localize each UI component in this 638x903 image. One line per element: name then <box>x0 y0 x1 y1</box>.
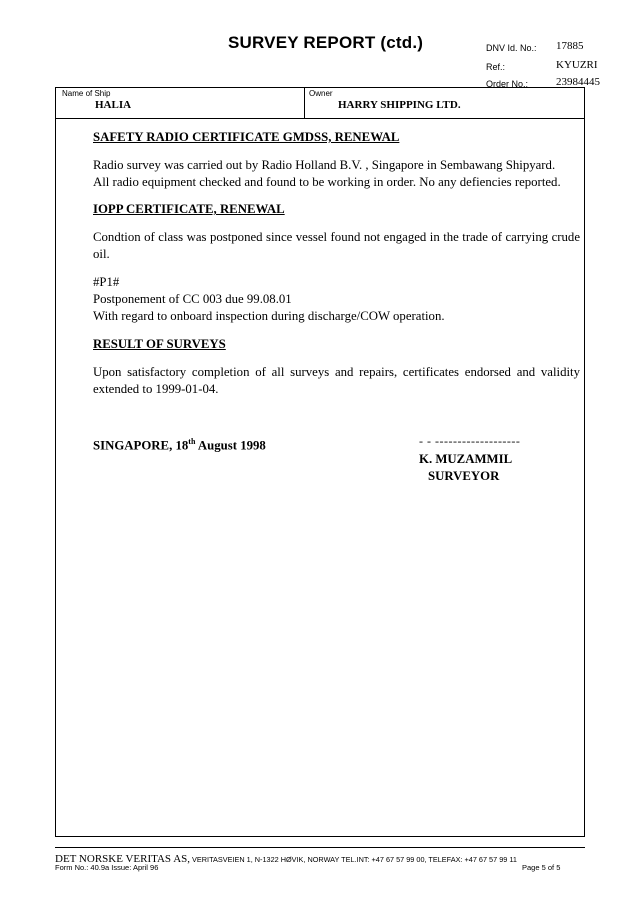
section-heading-result: RESULT OF SURVEYS <box>93 337 226 351</box>
footer-divider <box>55 847 585 848</box>
ship-info-row <box>56 88 584 119</box>
radio-line-1: Radio survey was carried out by Radio Holland B.V. , Singapore in Sembawang Shipyard. <box>93 158 556 172</box>
report-body <box>93 129 580 398</box>
section-heading-iopp: IOPP CERTIFICATE, RENEWAL <box>93 202 285 216</box>
iopp-line-inspection: With regard to onboard inspection during discharge/COW operation. <box>93 309 445 323</box>
result-paragraph: Upon satisfactory completion of all surveys and repairs, certificates endorsed and validity extended to 1999-01-04. <box>93 365 580 396</box>
form-number: Form No.: 40.9a Issue: April 96 <box>55 863 159 872</box>
company-address: VERITASVEIEN 1, N-1322 HØVIK, NORWAY TEL.INT: +47 67 57 99 00, TELEFAX: +47 67 57 99 11 <box>190 855 517 864</box>
dnv-id-value: 17885 <box>556 40 584 52</box>
order-no-value: 23984445 <box>556 76 600 88</box>
section-heading-radio: SAFETY RADIO CERTIFICATE GMDSS, RENEWAL <box>93 130 400 144</box>
surveyor-name: K. MUZAMMIL <box>419 452 513 466</box>
signature-line: - - ------------------- <box>419 434 521 448</box>
dnv-id-label: DNV Id. No.: <box>486 43 537 53</box>
surveyor-role: SURVEYOR <box>428 469 500 483</box>
order-no-label: Order No.: <box>486 79 529 89</box>
place-date-prefix: SINGAPORE, 18 <box>93 438 189 453</box>
iopp-line-postponement: Postponement of CC 003 due 99.08.01 <box>93 292 292 306</box>
place-date-suffix: August 1998 <box>195 438 266 453</box>
owner-label: Owner <box>309 89 333 98</box>
column-divider <box>304 88 305 118</box>
iopp-paragraph: Condtion of class was postponed since vessel found not engaged in the trade of carrying crude oil. <box>93 230 580 261</box>
iopp-line-p1: #P1# <box>93 275 120 289</box>
ref-label: Ref.: <box>486 62 506 72</box>
company-name: DET NORSKE VERITAS AS, <box>55 853 191 865</box>
radio-line-2: All radio equipment checked and found to be working in order. No any defiencies reported. <box>93 175 561 189</box>
place-date <box>93 437 266 453</box>
ship-name-label: Name of Ship <box>62 89 111 98</box>
page-number: Page 5 of 5 <box>522 863 561 872</box>
owner-value: HARRY SHIPPING LTD. <box>338 99 461 111</box>
date-superscript: th <box>188 437 196 446</box>
ref-value: KYUZRI <box>556 59 598 71</box>
ship-name-value: HALIA <box>95 99 132 111</box>
report-title: SURVEY REPORT (ctd.) <box>228 33 424 52</box>
